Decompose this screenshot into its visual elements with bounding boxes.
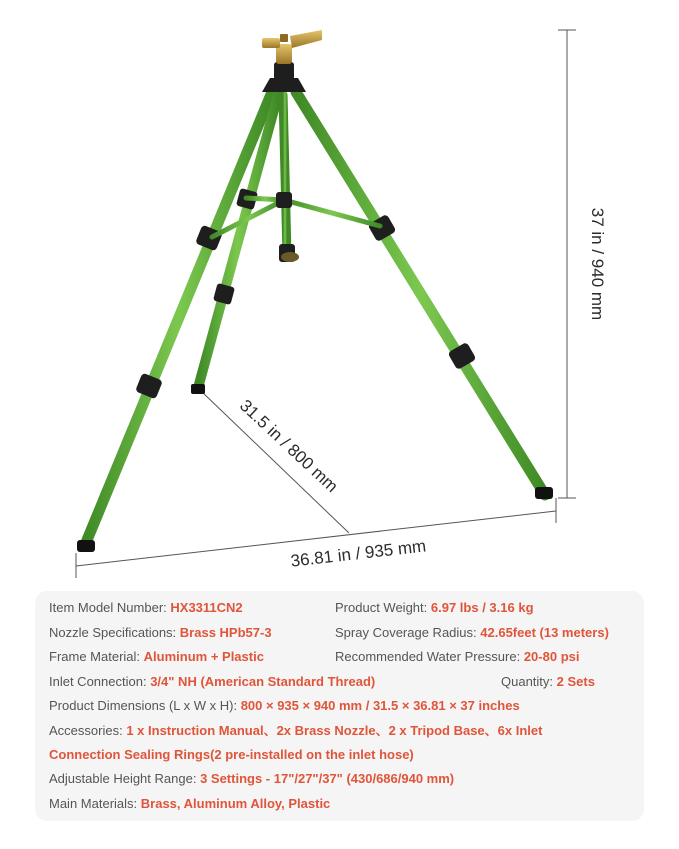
spec-inlet xyxy=(49,674,375,690)
spec-materials-value: Brass, Aluminum Alloy, Plastic xyxy=(140,796,331,811)
spec-frame-value: Aluminum + Plastic xyxy=(143,649,264,664)
left-leg xyxy=(77,92,272,552)
depth-dimension-line xyxy=(201,391,349,533)
spec-inlet-value: 3/4" NH (American Standard Thread) xyxy=(150,674,376,689)
spec-coverage-value: 42.65feet (13 meters) xyxy=(480,625,609,640)
spec-accessories-value-line2: Connection Sealing Rings(2 pre-installed on the inlet hose) xyxy=(49,747,414,762)
brace-hub xyxy=(276,192,292,208)
spec-weight-value: 6.97 lbs / 3.16 kg xyxy=(430,600,534,615)
height-dimension-label: 37 in / 940 mm xyxy=(588,207,607,321)
spec-pressure-label: Recommended Water Pressure: xyxy=(335,649,521,664)
spec-materials xyxy=(49,796,330,812)
spec-pressure-value: 20-80 psi xyxy=(523,649,580,664)
spec-model-value: HX3311CN2 xyxy=(170,600,243,615)
depth-dimension-label: 31.5 in / 800 mm xyxy=(235,395,342,497)
spec-frame-label: Frame Material: xyxy=(49,649,141,664)
width-dimension-label: 36.81 in / 935 mm xyxy=(289,536,428,571)
sprinkler-head xyxy=(262,30,322,92)
spec-weight xyxy=(335,600,534,616)
spec-weight-label: Product Weight: xyxy=(335,600,428,615)
spec-quantity xyxy=(501,674,595,690)
spec-model-label: Item Model Number: xyxy=(49,600,167,615)
spec-materials-label: Main Materials: xyxy=(49,796,138,811)
spec-pressure xyxy=(335,649,579,665)
spec-height-range-label: Adjustable Height Range: xyxy=(49,771,197,786)
spec-coverage xyxy=(335,625,609,641)
spec-height-range-value: 3 Settings - 17"/27"/37" (430/686/940 mm) xyxy=(200,771,455,786)
back-leg xyxy=(279,95,299,262)
height-dimension-line xyxy=(558,30,576,498)
spec-coverage-label: Spray Coverage Radius: xyxy=(335,625,477,640)
specifications-card xyxy=(35,591,644,821)
spec-nozzle xyxy=(49,625,272,641)
spec-quantity-label: Quantity: xyxy=(501,674,554,689)
spec-frame xyxy=(49,649,264,665)
right-leg xyxy=(296,92,553,499)
spec-quantity-value: 2 Sets xyxy=(556,674,595,689)
spec-dimensions-value: 800 × 935 × 940 mm / 31.5 × 36.81 × 37 inches xyxy=(240,698,520,713)
spec-inlet-label: Inlet Connection: xyxy=(49,674,147,689)
spec-model xyxy=(49,600,243,616)
spec-nozzle-label: Nozzle Specifications: xyxy=(49,625,177,640)
spec-accessories-value-line1: 1 x Instruction Manual、2x Brass Nozzle、2 x Tripod Base、6x Inlet xyxy=(126,723,543,738)
spec-nozzle-value: Brass HPb57-3 xyxy=(179,625,272,640)
spec-height-range xyxy=(49,771,454,787)
spec-accessories xyxy=(49,723,542,739)
spec-dimensions-label: Product Dimensions (L x W x H): xyxy=(49,698,238,713)
spec-accessories-continued xyxy=(49,747,414,763)
spec-dimensions xyxy=(49,698,520,714)
spec-accessories-label: Accessories: xyxy=(49,723,123,738)
